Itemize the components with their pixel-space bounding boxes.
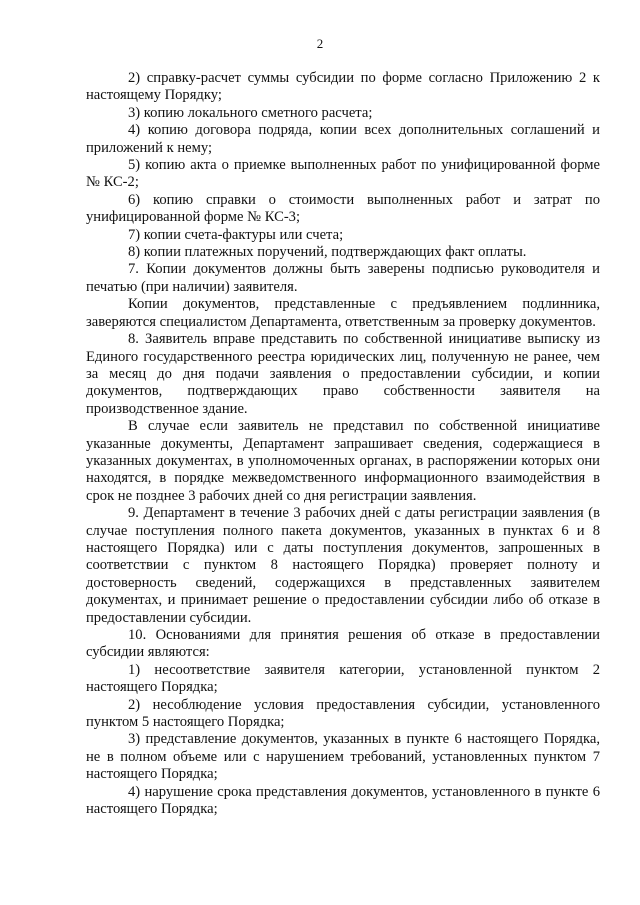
paragraph: 7) копии счета-фактуры или счета; [128,226,344,243]
paragraph: 5) копию акта о приемке выполненных работ по унифицированной форме № КС-2; [86,157,600,191]
paragraph: 10. Основаниями для принятия решения об отказе в предоставлении субсидии являются: [86,627,600,661]
paragraph: 8) копии платежных поручений, подтверждающих факт оплаты. [128,244,527,261]
paragraph: 7. Копии документов должны быть заверены подписью руководителя и печатью (при наличии) заявителя. [86,261,600,295]
paragraph: 9. Департамент в течение 3 рабочих дней с даты регистрации заявления (в случае поступления полного пакета документов, указанных в пунктах 6 и 8 настоящего Порядка) или с даты поступления документов, запрошенных в соответствии с пунктом 8 настоящего Порядка) проверяет полноту и достоверность сведений, содержащихся в представленных заявителем документах, и принимает решение о предоставлении субсидии либо об отказе в предоставлении субсидии. [86,505,600,626]
paragraph: 3) представление документов, указанных в пункте 6 настоящего Порядка, не в полном объеме или с нарушением требований, установленных пунктом 7 настоящего Порядка; [86,731,600,783]
paragraph: 6) копию справки о стоимости выполненных работ и затрат по унифицированной форме № КС-3; [86,191,600,226]
document-body [86,70,600,818]
paragraph: В случае если заявитель не представил по собственной инициативе указанные документы, Департамент запрашивает сведения, содержащиеся в указанных документах, в уполномоченных органах, в распоряжении которых они находятся, в порядке межведомственного информационного взаимодействия в срок не позднее 3 рабочих дней со дня регистрации заявления. [86,418,600,504]
paragraph: 2) справку-расчет суммы субсидии по форме согласно Приложению 2 к настоящему Порядку; [86,70,600,104]
paragraph: 8. Заявитель вправе представить по собственной инициативе выписку из Единого государственного реестра юридических лиц, полученную не ранее, чем за месяц до дня подачи заявления о предоставлении субсидии, и копии документов, подтверждающих право собственности заявителя на производственное здание. [86,331,600,417]
page-number: 2 [316,36,324,51]
paragraph: 3) копию локального сметного расчета; [128,104,373,121]
paragraph: Копии документов, представленные с предъявлением подлинника, заверяются специалистом Департамента, ответственным за проверку документов. [86,296,600,330]
paragraph: 4) копию договора подряда, копии всех дополнительных соглашений и приложений к нему; [86,122,600,156]
paragraph: 1) несоответствие заявителя категории, установленной пунктом 2 настоящего Порядка; [86,661,600,696]
paragraph: 2) несоблюдение условия предоставления субсидии, установленного пунктом 5 настоящего Порядка; [86,696,600,731]
paragraph: 4) нарушение срока представления документов, установленного в пункте 6 настоящего Порядка; [86,783,600,818]
